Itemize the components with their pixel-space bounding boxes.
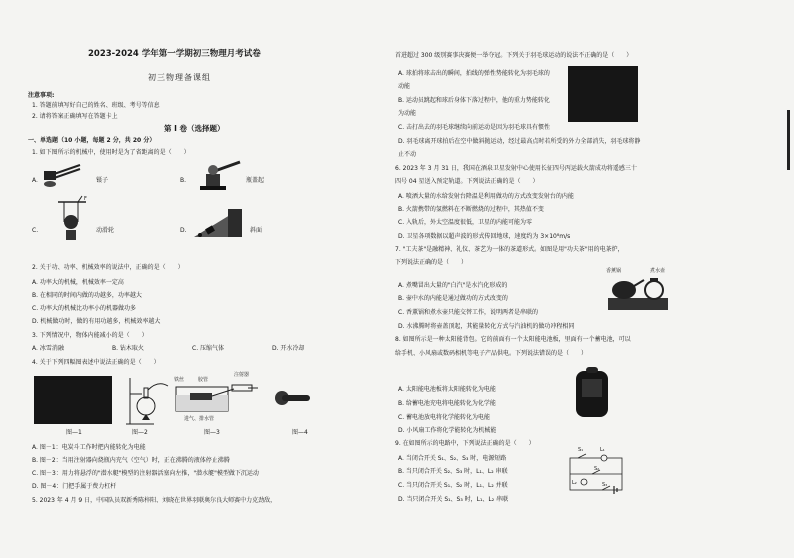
q1-option-d: D.	[180, 227, 187, 234]
fig-3-label-tube: 胶管	[198, 377, 209, 383]
question-7-line-1: 7. "工夫茶"是融精神、礼仪、茶艺为一体的茶道形式。如图是用"功夫茶"用的电茶炉，	[395, 246, 624, 253]
badminton-photo	[568, 66, 638, 122]
q7-label-pot: 香薰锅	[606, 268, 622, 274]
q9-option-d: D. 当只闭合开关 S₁、S₃ 时，L₁、L₂ 串联	[398, 496, 509, 503]
q3-option-c: C. 压缩气体	[192, 345, 225, 352]
q5-option-b-1: B. 运动员跳起和球后身体下落过程中，他的重力势能转化	[398, 97, 550, 104]
circuit-l2: L₂	[572, 480, 577, 486]
fig-1-caption: 图—1	[66, 429, 82, 436]
q1-option-b: B.	[180, 177, 187, 184]
q4-option-b: B. 图－2：当用注射器向烧瓶内充气（空气）时，正在沸腾的液体停止沸腾	[32, 457, 230, 464]
q5-option-a-1: A. 球拍将球击出的瞬间，拍线的弹性势能转化为羽毛球的	[398, 70, 550, 77]
q9-option-a: A. 当闭合开关 S₁、S₂、S₃ 时，电源短路	[398, 455, 507, 462]
q2-option-c: C. 功率大的机械比功率小的机器做功多	[32, 305, 137, 312]
question-4: 4. 关于下列四幅图表述中说法正确的是（ ）	[32, 359, 160, 366]
q1-a-label: 镊子	[96, 177, 109, 184]
incline-figure	[192, 205, 244, 241]
notice-1: 1. 答题前填写好自己的姓名、班级、考号等信息	[32, 102, 160, 109]
fig-2-caption: 图—2	[132, 429, 148, 436]
bottle-opener-figure	[196, 160, 242, 192]
fig-3-submarine	[172, 383, 258, 417]
fig-3-label-inlet: 进气、排水管	[184, 416, 215, 422]
fig-3-caption: 图—3	[204, 429, 220, 436]
tweezers-figure	[42, 162, 82, 192]
question-8-line-1: 8. 如图所示是一种太阳能背包。它的前面有一个太阳能电池板，里面有一个蓄电池，可以	[395, 336, 631, 343]
q4-option-c: C. 图－3：用力将悬浮的"潜水艇"模型的注射器活塞向左推，"潜水艇"模型做下沉运动	[32, 470, 259, 477]
q6-option-a: A. 喷洒大量的水给发射台降温是利用做功的方式改变发射台的内能	[398, 193, 574, 200]
scan-edge-mark	[787, 110, 790, 170]
question-7-line-2: 下列说法正确的是（ ）	[395, 259, 468, 266]
q6-option-d: D. 卫星各项数据以超声波的形式传回地球，速度约为 3×10⁸m/s	[398, 233, 571, 240]
fig-4-caption: 图—4	[292, 429, 308, 436]
q1-d-label: 斜面	[250, 227, 263, 234]
q8-option-c: C. 蓄电池放电将化学能转化为电能	[398, 414, 491, 421]
notice-heading: 注意事项:	[28, 92, 55, 99]
q7-option-d: D. 水沸腾时将壶盖顶起，其能量转化方式与汽油机的做功冲程相同	[398, 323, 575, 330]
q1-option-a: A.	[32, 177, 38, 184]
notice-2: 2. 请将答案正确填写在答题卡上	[32, 113, 118, 120]
q8-option-b: B. 给蓄电池充电将电能转化为化学能	[398, 400, 496, 407]
exam-subtitle: 初三物理备课组	[148, 73, 211, 82]
question-3: 3. 下列情况中，物体内能减小的是（ ）	[32, 332, 148, 339]
question-9: 9. 在如图所示的电路中，下列说法正确的是（ ）	[395, 440, 535, 447]
fig-3-label-syringe: 注射器	[234, 372, 250, 378]
question-6-line-2: 四号 04 星送入预定轨道。下列说法正确的是（ ）	[395, 178, 539, 185]
question-8-line-2: 给手机、小风扇或数码相机等电子产品供电。下列说法错误的是（ ）	[395, 350, 588, 357]
q1-option-c: C.	[32, 227, 39, 234]
q1-b-label: 瓶盖起	[246, 177, 265, 184]
q3-option-b: B. 钻木取火	[112, 345, 144, 352]
fig-4-door-handle	[272, 384, 312, 414]
fig-3-label-wire: 铁丝	[174, 377, 185, 383]
q5-option-a-2: 动能	[398, 83, 411, 90]
q2-option-b: B. 在相同的时间内做的功越多，功率越大	[32, 292, 142, 299]
q3-option-d: D. 开水冷却	[272, 345, 305, 352]
q2-option-d: D. 机械做功时，做的有用功越多，机械效率越大	[32, 318, 161, 325]
pulley-figure	[58, 200, 90, 244]
question-5-cont: 首进超过 300 级别赛事决赛便一举夺冠。下列关于羽毛球运动的说法不正确的是（ ）	[395, 52, 633, 59]
q7-option-c: C. 香薰锅和煮水壶只能交替工作，说明两者是串联的	[398, 309, 539, 316]
circuit-s3: S₃	[602, 482, 608, 488]
q5-option-b-2: 为动能	[398, 110, 417, 117]
question-2: 2. 关于功、功率、机械效率的说法中，正确的是（ ）	[32, 264, 184, 271]
q6-option-b: B. 火箭携带的氢燃料在不断燃烧的过程中，其热值不变	[398, 206, 544, 213]
exam-title: 2023-2024 学年第一学期初三物理月考试卷	[88, 49, 261, 59]
question-1: 1. 如下图所示的机械中，使用时是为了省距离的是（ ）	[32, 149, 190, 156]
fig-1-image	[34, 376, 112, 424]
q5-option-d-2: 止不动	[398, 151, 417, 158]
solar-backpack-figure	[570, 365, 614, 421]
question-5-start: 5. 2023 年 4 月 9 日，中国队员双新秀陈梓阳、刘晓在世界羽联奥尔良大师赛中力克劲敌，	[32, 497, 277, 504]
circuit-l1: L₁	[600, 447, 605, 453]
circuit-s1: S₁	[578, 447, 584, 453]
q2-option-a: A. 功率大的机械，机械效率一定高	[32, 279, 124, 286]
q5-option-d-1: D. 羽毛球离开球拍后在空中做斜抛运动，经过最高点时若所受的外力全部消失，羽毛球将静	[398, 138, 641, 145]
q8-option-d: D. 小风扇工作将化学能转化为机械能	[398, 427, 497, 434]
question-6-line-1: 6. 2023 年 3 月 31 日，我国在酒泉卫星发射中心使用长征四号丙运载火箭成功将遥感三十	[395, 165, 637, 172]
q4-option-d: D. 图－4：门把手属于费力杠杆	[32, 483, 117, 490]
q3-option-a: A. 冰雪消融	[32, 345, 64, 352]
fig-2-flask	[124, 372, 174, 428]
part-1-heading: 一、单选题（10 小题，每题 2 分，共 20 分）	[28, 137, 156, 144]
q5-option-c: C. 击打出去的羽毛球继续向前运动是因为羽毛球具有惯性	[398, 124, 551, 131]
q7-option-b: B. 壶中水的内能是通过做功的方式改变的	[398, 295, 508, 302]
q1-c-label: 动滑轮	[96, 227, 115, 234]
tea-stove-figure	[604, 274, 674, 314]
q1-force-label: F	[84, 196, 87, 202]
q8-option-a: A. 太阳能电池板将太阳能转化为电能	[398, 386, 496, 393]
circuit-s2: S₂	[594, 466, 600, 472]
q9-option-c: C. 当只闭合开关 S₁、S₂ 时，L₁、L₂ 并联	[398, 482, 508, 489]
q6-option-c: C. 入轨后，外太空温度很低，卫星的内能可能为零	[398, 219, 533, 226]
q7-label-kettle: 煮水壶	[650, 268, 666, 274]
q9-option-b: B. 当只闭合开关 S₂、S₃ 时，L₁、L₂ 串联	[398, 468, 508, 475]
section-title: 第 I 卷（选择题）	[164, 124, 225, 133]
q4-option-a: A. 图－1：电炭斗工作时把内能转化为电能	[32, 444, 146, 451]
q7-option-a: A. 煮嘴冒出大量的"白汽"是水汽化形成的	[398, 282, 508, 289]
